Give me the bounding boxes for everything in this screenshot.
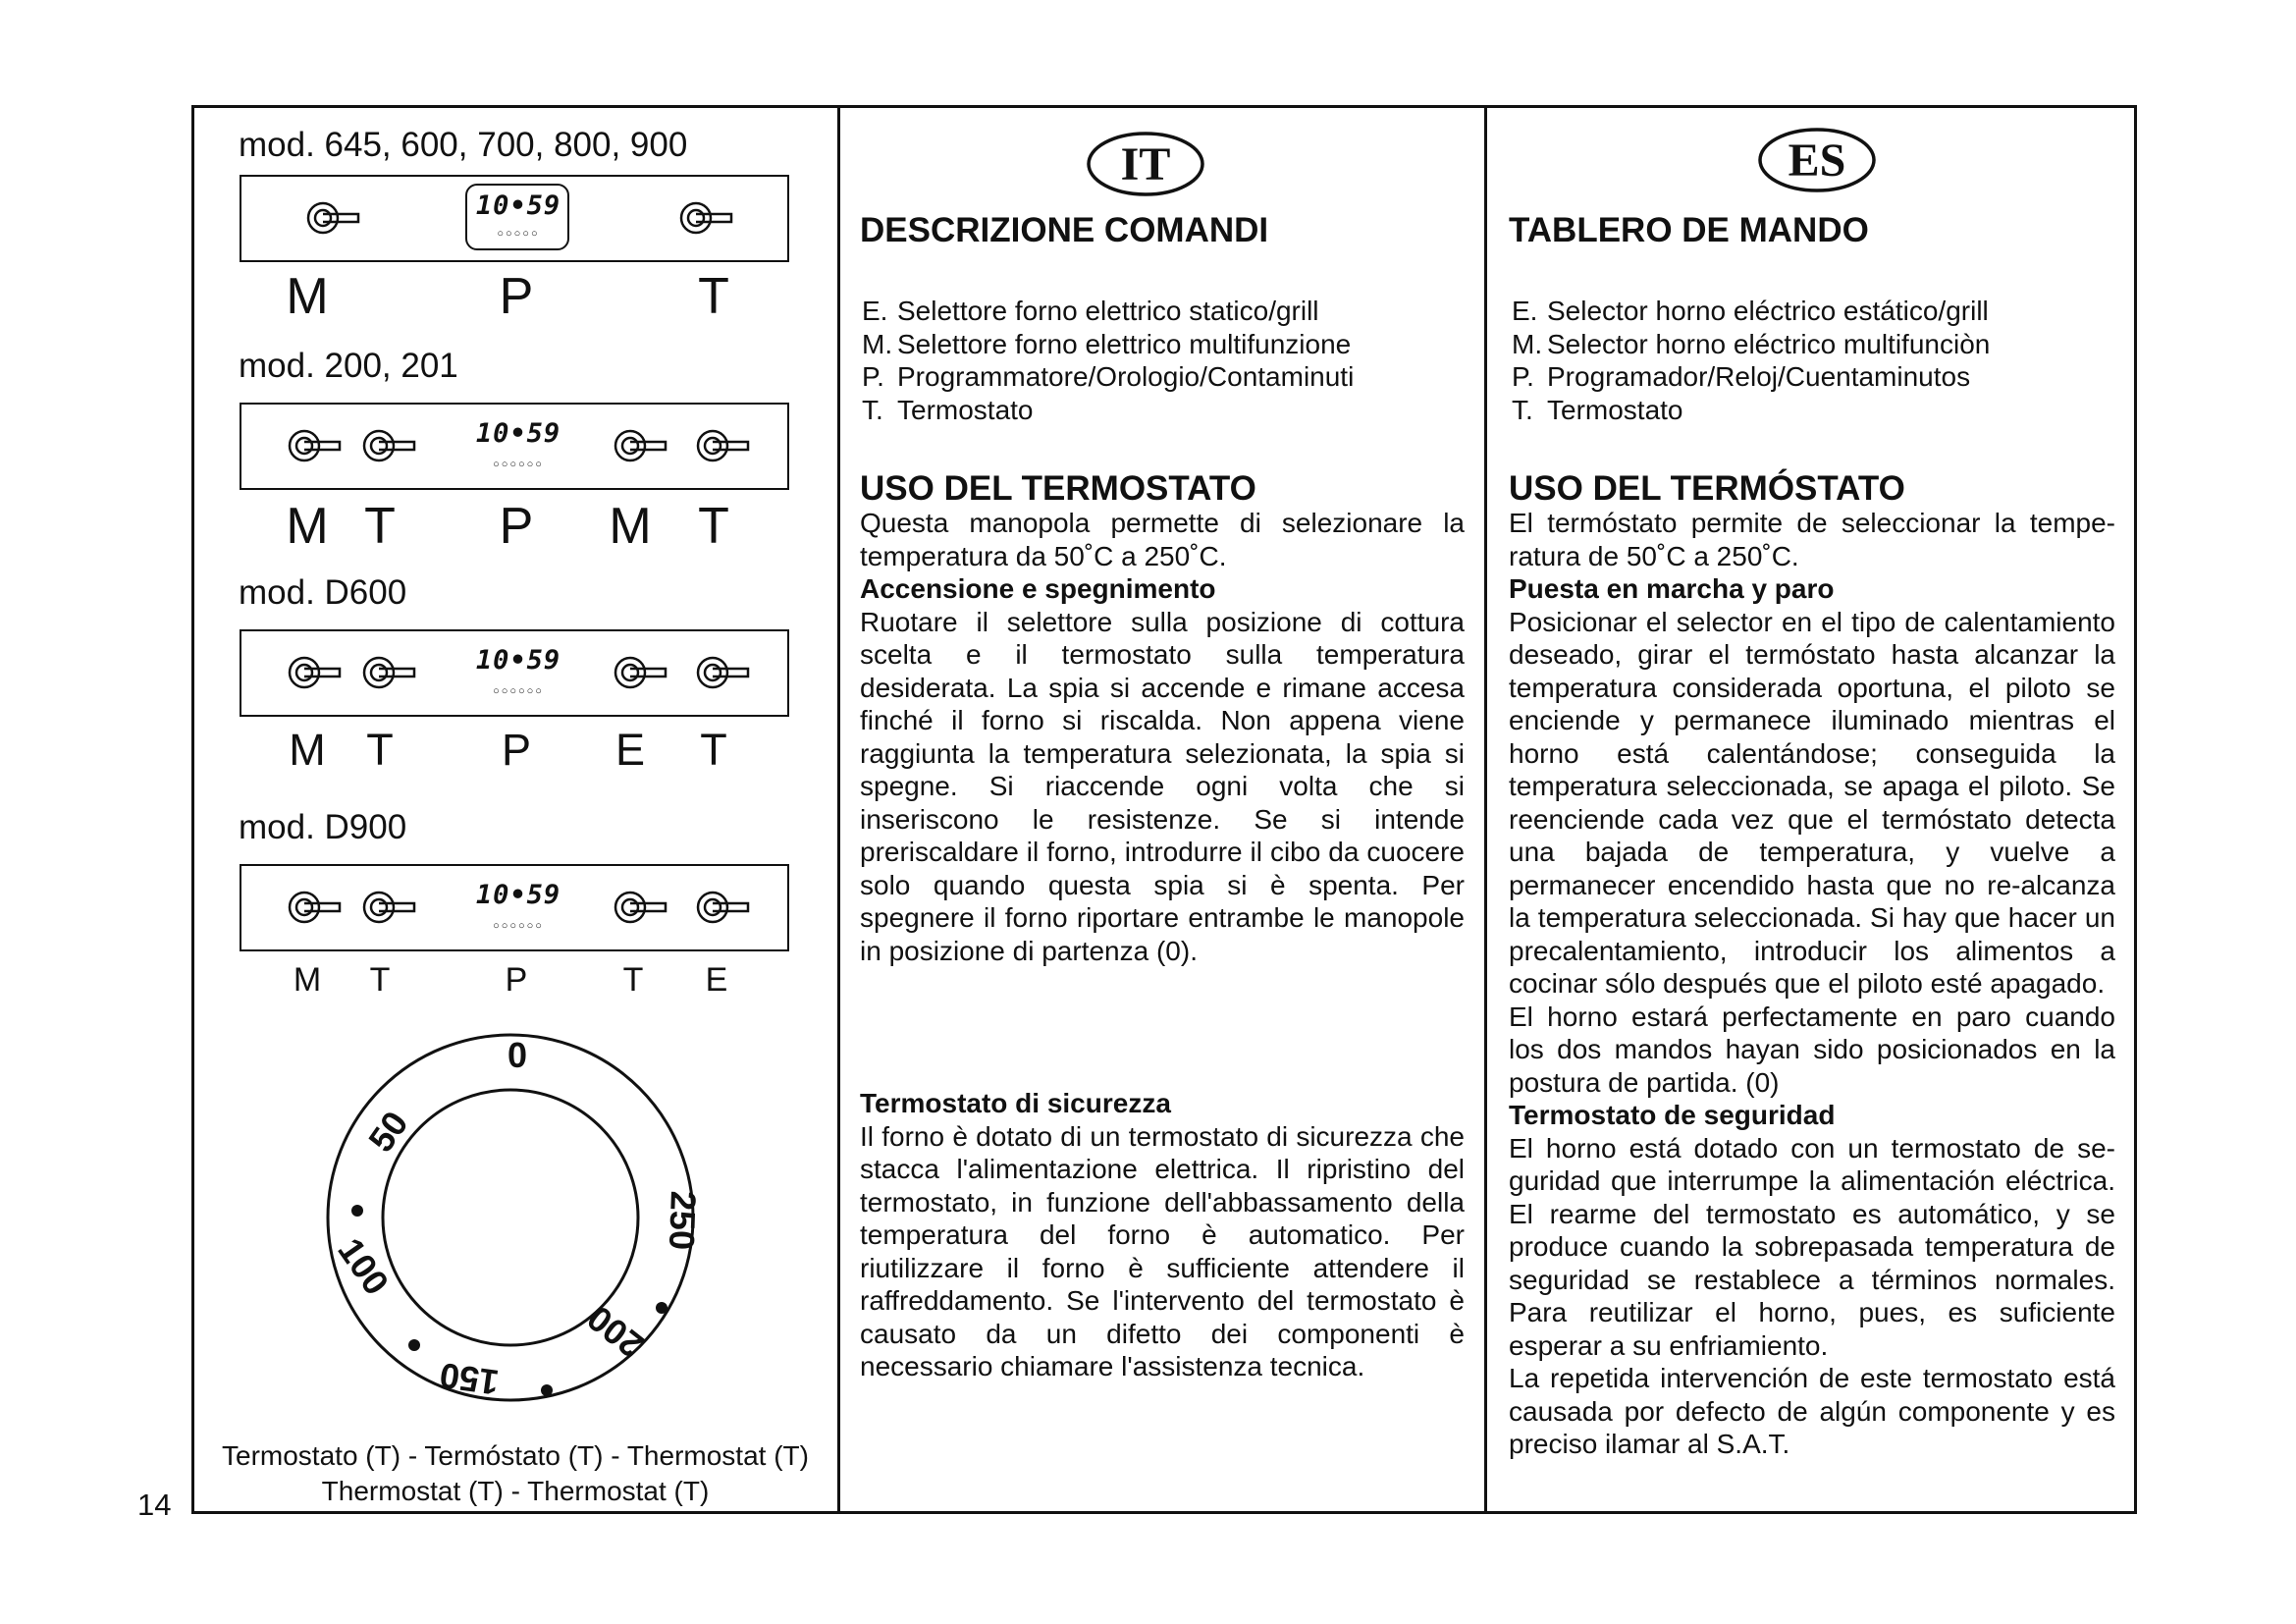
paragraph: El termóstato permite de seleccionar la tempe-ratura de 50˚C a 250˚C. (1509, 508, 2115, 571)
knob-label: T (366, 725, 394, 775)
knob-icon (287, 888, 346, 927)
list-item: P. Programador/Reloj/Cuentaminutos (1512, 361, 1971, 392)
list-item: T. Termostato (862, 394, 1034, 425)
knob-label: M (289, 725, 326, 775)
dial-caption-line: Termostato (T) - Termóstato (T) - Thermostat (T) (222, 1440, 809, 1471)
knob-icon (361, 653, 420, 692)
dial-value: 50 (360, 1104, 416, 1160)
knob-label: T (698, 268, 729, 325)
badge-text: IT (1120, 138, 1171, 190)
display-readout: 10•59 (475, 880, 561, 910)
knob-icon (305, 198, 364, 238)
knob-icon (678, 198, 737, 238)
paragraph: Ruotare il selettore sulla posizione di cottura scelta e il termostato sulla temperatura desiderata. La spia si accende e rimane accesa finché il forno si riscalda. Non appena viene raggiunta la temperatura selezionata, la spia si spegne. Si riaccende ogni volta che si inseriscono le resistenze. Se si intende preriscaldare il forno, introdurre il cibo da cuocere solo quando questa spia si è spenta. Per spegnere il forno riportare entrambe le manopole in posizione di partenza (0). (860, 606, 1465, 966)
model-title: mod. 645, 600, 700, 800, 900 (239, 126, 688, 164)
knob-label: M (286, 498, 329, 555)
dial-value: 0 (507, 1035, 528, 1075)
knob-icon (613, 653, 671, 692)
knob-label: P (501, 725, 532, 775)
subheading: Termostato di sicurezza (860, 1088, 1171, 1118)
list-item: E. Selector horno eléctrico estático/grill (1512, 296, 1989, 326)
paragraph: Questa manopola permette di selezionare la temperatura da 50˚C a 250˚C. (860, 508, 1465, 571)
dial-dot (351, 1205, 363, 1217)
knob-label: T (698, 498, 729, 555)
display-dots: ○○○○○○ (493, 459, 544, 470)
thermostat-text-block (1509, 507, 2115, 1461)
knob-icon (287, 653, 346, 692)
knob-label: E (614, 725, 646, 775)
paragraph: Il forno è dotato di un termostato di sicurezza che stacca l'alimentazione elettrica. Il ripristino del termostato, in funzione dell'abbassamento della temperatura del forno è automatico. Per riutilizzare il forno è sufficiente attendere il raffreddamento. Se l'intervento del termostato è causato da un difetto dei componenti è necessario chiamare l'assistenza tecnica. (860, 1120, 1465, 1381)
model-title: mod. D600 (239, 573, 407, 612)
model-title: mod. 200, 201 (239, 347, 458, 385)
knob-label: E (705, 961, 728, 999)
knob-icon (695, 888, 754, 927)
knob-label: P (505, 961, 528, 999)
knob-label: T (369, 961, 391, 999)
paragraph: El horno está dotado con un termostato de se-guridad que interrumpe la alimentación eléctrica. El rearme del termostato es automático, y se produce cuando la sobrepasada temperatura de seguridad se restablece a términos normales. Para reutilizar el horno, pues, es suficiente esperar a su enfriamiento. (1509, 1132, 2115, 1361)
display-readout: 10•59 (475, 645, 561, 676)
subheading: Termostato de seguridad (1509, 1100, 1836, 1130)
knob-icon (613, 426, 671, 465)
list-item: T. Termostato (1512, 394, 1683, 425)
list-item: M. Selettore forno elettrico multifunzione (862, 328, 1352, 359)
dial-value: 100 (330, 1230, 398, 1303)
column-divider-right (1484, 105, 1487, 1514)
knob-icon (361, 426, 420, 465)
display-dots: ○○○○○○ (493, 685, 544, 697)
dial-value: 200 (579, 1297, 651, 1367)
safety-text-block (860, 1087, 1465, 1383)
dial-caption-line: Thermostat (T) - Thermostat (T) (321, 1476, 710, 1506)
section-heading: TABLERO DE MANDO (1509, 211, 1869, 249)
display-readout: 10•59 (475, 418, 561, 449)
knob-label: M (286, 268, 329, 325)
knob-label: M (609, 498, 652, 555)
subheading: Puesta en marcha y paro (1509, 573, 1835, 604)
section-heading: USO DEL TERMÓSTATO (1509, 469, 1905, 508)
display-dots: ○○○○○ (497, 228, 540, 240)
knob-label: T (622, 961, 644, 999)
paragraph: El horno estará perfectamente en paro cuando los dos mandos hayan sido posicionados en la postura de partida. (0) (1509, 1001, 2115, 1098)
dial-value: 250 (661, 1190, 705, 1251)
subheading: Accensione e spegnimento (860, 573, 1216, 604)
control-panel-diagram (240, 629, 789, 717)
dial-value: 150 (437, 1355, 502, 1403)
knob-label: T (364, 498, 396, 555)
section-heading: DESCRIZIONE COMANDI (860, 211, 1269, 249)
knob-icon (613, 888, 671, 927)
control-panel-diagram (240, 864, 789, 951)
display-dots: ○○○○○○ (493, 920, 544, 932)
knob-label: T (700, 725, 727, 775)
knob-label: M (293, 961, 322, 999)
display-readout: 10•59 (475, 190, 561, 221)
dial-dot (541, 1384, 553, 1396)
knob-icon (695, 653, 754, 692)
knob-icon (361, 888, 420, 927)
list-item: E. Selettore forno elettrico statico/grill (862, 296, 1319, 326)
paragraph: Posicionar el selector en el tipo de calentamiento deseado, girar el termóstato hasta alcanzar la temperatura considerada oportuna, el piloto se enciende y permanece iluminado mientras el horno está calentándose; conseguida la temperatura seleccionada, se apaga el piloto. Se reenciende cada vez que el termóstato detecta una bajada de temperatura, y vuelve a permanecer encendido hasta que no re-alcanza la temperatura seleccionada. Si hay que hacer un precalentamiento, introducir los alimentos a cocinar sólo después que el piloto esté apagado. (1509, 606, 2115, 999)
dial-dot (408, 1339, 420, 1351)
control-panel-diagram (240, 403, 789, 490)
list-item: M. Selector horno eléctrico multifunciòn (1512, 328, 1991, 359)
model-title: mod. D900 (239, 808, 407, 846)
dial-dot (656, 1302, 667, 1314)
control-panel-diagram (240, 175, 789, 262)
language-badge-it (1086, 131, 1205, 197)
language-badge-es (1757, 127, 1877, 193)
controls-list (862, 295, 1354, 426)
knob-icon (287, 426, 346, 465)
list-item: P. Programmatore/Orologio/Contaminuti (862, 361, 1355, 392)
column-divider-left (837, 105, 840, 1514)
badge-text: ES (1788, 135, 1846, 187)
knob-label: P (499, 498, 534, 555)
page-number: 14 (137, 1488, 172, 1522)
thermostat-text-block (860, 507, 1465, 967)
knob-icon (695, 426, 754, 465)
section-heading: USO DEL TERMOSTATO (860, 469, 1256, 508)
knob-label: P (499, 268, 534, 325)
thermostat-dial (314, 1021, 707, 1414)
controls-list (1512, 295, 1990, 426)
paragraph: La repetida intervención de este termostato está causada por defecto de algún componente y es preciso ilamar al S.A.T. (1509, 1363, 2115, 1459)
